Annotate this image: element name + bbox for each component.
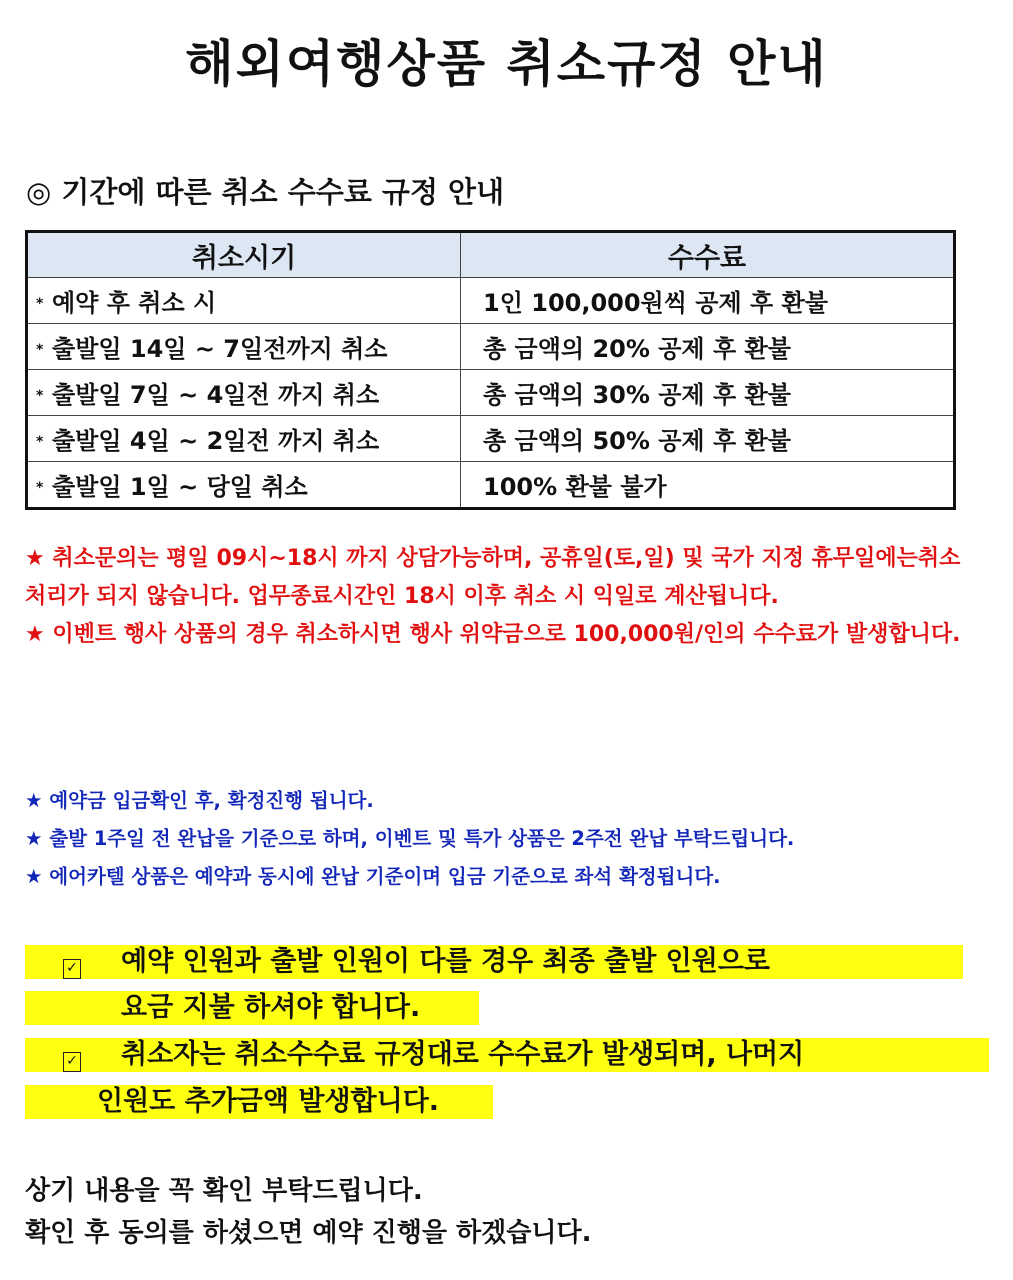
bullet-icon: * bbox=[36, 434, 44, 450]
table-cell-period bbox=[27, 370, 461, 416]
deposit-confirm-notice: ★ 예약금 입금확인 후, 확정진행 됩니다. bbox=[25, 789, 374, 812]
table-row bbox=[27, 416, 955, 462]
table-row bbox=[27, 462, 955, 509]
cancellation-fee-table bbox=[25, 230, 956, 510]
bullet-icon: * bbox=[36, 296, 44, 312]
closing-line: 확인 후 동의를 하셨으면 예약 진행을 하겠습니다. bbox=[25, 1218, 592, 1248]
aircartel-notice: ★ 에어카텔 상품은 예약과 동시에 완납 기준이며 입금 기준으로 좌석 확정됩니다. bbox=[25, 865, 721, 888]
table-cell-fee: 총 금액의 20% 공제 후 환불 bbox=[461, 324, 955, 370]
table-cell-period bbox=[27, 462, 461, 509]
table-header-row bbox=[27, 232, 955, 278]
period-text: 예약 후 취소 시 bbox=[52, 289, 217, 317]
bullet-icon: * bbox=[36, 480, 44, 496]
closing-message bbox=[25, 1170, 592, 1254]
table-cell-fee: 총 금액의 30% 공제 후 환불 bbox=[461, 370, 955, 416]
table-row bbox=[27, 370, 955, 416]
closing-line: 상기 내용을 꼭 확인 부탁드립니다. bbox=[25, 1176, 423, 1206]
highlight-line bbox=[25, 945, 963, 979]
table-cell-period bbox=[27, 416, 461, 462]
cancellation-inquiry-notice: ★ 취소문의는 평일 09시~18시 까지 상담가능하며, 공휴일(토,일) 및 국가 지정 휴무일에는취소처리가 되지 않습니다. 업무종료시간인 18시 이후 취소 시 익일로 계산됩니다. bbox=[25, 546, 961, 609]
bullet-icon: * bbox=[36, 342, 44, 358]
table-row bbox=[27, 278, 955, 324]
canceller-notice-line2: 인원도 추가금액 발생합니다. bbox=[97, 1086, 440, 1117]
period-text: 출발일 4일 ~ 2일전 까지 취소 bbox=[52, 427, 380, 455]
headcount-notice-line2: 요금 지불 하셔야 합니다. bbox=[121, 992, 421, 1023]
table-row bbox=[27, 324, 955, 370]
period-text: 출발일 1일 ~ 당일 취소 bbox=[52, 473, 308, 501]
table-cell-fee: 1인 100,000원씩 공제 후 환불 bbox=[461, 278, 955, 324]
bullet-icon: * bbox=[36, 388, 44, 404]
column-header-period: 취소시기 bbox=[27, 232, 461, 278]
event-penalty-notice: ★ 이벤트 행사 상품의 경우 취소하시면 행사 위약금으로 100,000원/인의 수수료가 발생합니다. bbox=[25, 622, 961, 647]
period-text: 출발일 14일 ~ 7일전까지 취소 bbox=[52, 335, 388, 363]
full-payment-notice: ★ 출발 1주일 전 완납을 기준으로 하며, 이벤트 및 특가 상품은 2주전 완납 부탁드립니다. bbox=[25, 827, 795, 850]
highlight-line bbox=[25, 991, 479, 1025]
table-cell-period bbox=[27, 278, 461, 324]
page-title: 해외여행상품 취소규정 안내 bbox=[185, 35, 828, 93]
blue-notice-block bbox=[25, 782, 985, 896]
highlight-line bbox=[25, 1038, 989, 1072]
section-heading: ◎ 기간에 따른 취소 수수료 규정 안내 bbox=[26, 175, 505, 209]
checkbox-checked-icon: ✓ bbox=[63, 1052, 81, 1072]
checkbox-checked-icon: ✓ bbox=[63, 959, 81, 979]
red-notice-block bbox=[25, 540, 975, 654]
column-header-fee: 수수료 bbox=[461, 232, 955, 278]
table-cell-period bbox=[27, 324, 461, 370]
table-cell-fee: 100% 환불 불가 bbox=[461, 462, 955, 509]
headcount-notice-line1: 예약 인원과 출발 인원이 다를 경우 최종 출발 인원으로 bbox=[121, 946, 771, 977]
highlight-line bbox=[25, 1085, 493, 1119]
table-cell-fee: 총 금액의 50% 공제 후 환불 bbox=[461, 416, 955, 462]
period-text: 출발일 7일 ~ 4일전 까지 취소 bbox=[52, 381, 380, 409]
canceller-notice-line1: 취소자는 취소수수료 규정대로 수수료가 발생되며, 나머지 bbox=[121, 1039, 805, 1070]
